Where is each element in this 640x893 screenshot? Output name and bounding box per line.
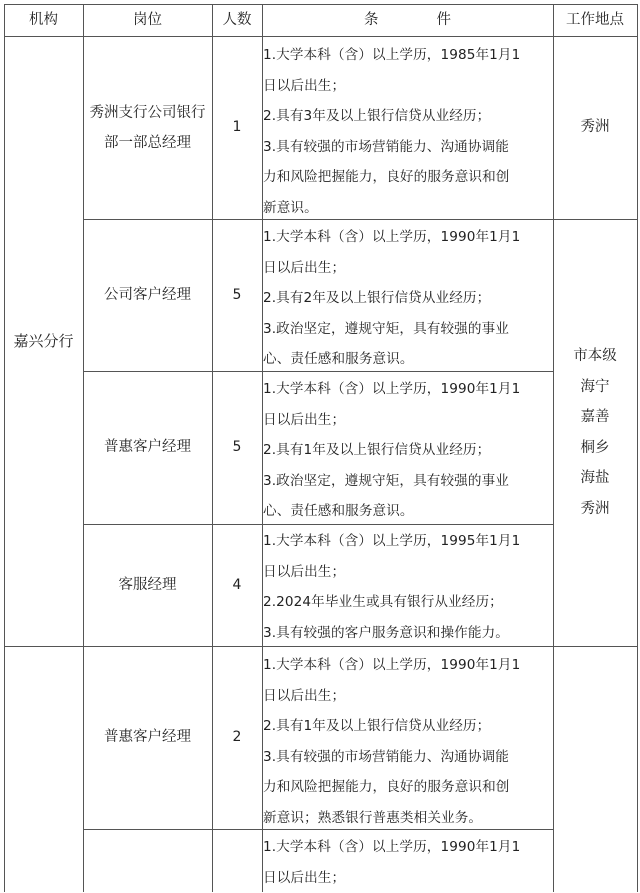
condition-line: 日以后出生； <box>263 863 553 893</box>
location-item: 嘉善 <box>581 402 610 433</box>
condition-line: 新意识。 <box>263 193 553 224</box>
condition-line: 日以后出生； <box>263 253 553 284</box>
location-item: 市本级 <box>573 341 617 372</box>
condition-line: 日以后出生； <box>263 71 553 102</box>
condition-line: 日以后出生； <box>263 557 553 588</box>
condition-line: 1.大学本科（含）以上学历，1985年1月1 <box>263 40 553 71</box>
count-cell: 5 <box>212 219 262 371</box>
position-cell: 普惠客户经理 <box>83 371 212 524</box>
count-cell <box>212 829 262 892</box>
condition-line: 3.政治坚定，遵规守矩，具有较强的事业 <box>263 466 553 497</box>
condition-line: 1.大学本科（含）以上学历，1990年1月1 <box>263 222 553 253</box>
position-cell: 公司客户经理 <box>83 219 212 371</box>
position-cell <box>83 829 212 892</box>
location-item: 桐乡 <box>581 433 610 464</box>
condition-line: 2.具有1年及以上银行信贷从业经历； <box>263 435 553 466</box>
header-location: 工作地点 <box>553 4 637 36</box>
position-cell: 普惠客户经理 <box>83 646 212 829</box>
position-cell: 客服经理 <box>83 524 212 646</box>
condition-line: 2.2024年毕业生或具有银行从业经历； <box>263 587 553 618</box>
condition-line: 1.大学本科（含）以上学历，1995年1月1 <box>263 526 553 557</box>
location-item: 海宁 <box>581 372 610 403</box>
condition-line: 日以后出生； <box>263 405 553 436</box>
condition-line: 3.具有较强的市场营销能力、沟通协调能 <box>263 742 553 773</box>
condition-line: 力和风险把握能力，良好的服务意识和创 <box>263 772 553 803</box>
location-group-cell <box>553 219 637 646</box>
condition-line: 心、责任感和服务意识。 <box>263 496 553 527</box>
location-cell: 秀洲 <box>553 36 637 219</box>
header-count: 人数 <box>212 4 262 36</box>
rule <box>637 4 638 892</box>
position-cell <box>83 36 212 219</box>
conditions-cell <box>263 526 553 648</box>
condition-line: 3.具有较强的市场营销能力、沟通协调能 <box>263 132 553 163</box>
condition-line: 日以后出生； <box>263 681 553 712</box>
condition-line: 1.大学本科（含）以上学历，1990年1月1 <box>263 374 553 405</box>
condition-line: 1.大学本科（含）以上学历，1990年1月1 <box>263 650 553 681</box>
position-line: 部一部总经理 <box>104 128 191 158</box>
conditions-cell <box>263 832 553 893</box>
location-item: 海盐 <box>581 463 610 494</box>
location-item: 秀洲 <box>581 494 610 525</box>
count-cell: 1 <box>212 36 262 219</box>
condition-line: 2.具有2年及以上银行信贷从业经历； <box>263 283 553 314</box>
org-cell: 嘉兴分行 <box>4 36 83 646</box>
condition-line: 3.政治坚定，遵规守矩，具有较强的事业 <box>263 314 553 345</box>
header-position: 岗位 <box>83 4 212 36</box>
conditions-cell <box>263 40 553 223</box>
condition-line: 新意识；熟悉银行普惠类相关业务。 <box>263 803 553 834</box>
condition-line: 1.大学本科（含）以上学历，1990年1月1 <box>263 832 553 863</box>
conditions-cell <box>263 374 553 527</box>
count-cell: 2 <box>212 646 262 829</box>
header-conditions: 条 件 <box>262 4 553 36</box>
condition-line: 3.具有较强的客户服务意识和操作能力。 <box>263 618 553 649</box>
conditions-cell <box>263 222 553 375</box>
condition-line: 力和风险把握能力，良好的服务意识和创 <box>263 162 553 193</box>
count-cell: 4 <box>212 524 262 646</box>
condition-line: 心、责任感和服务意识。 <box>263 344 553 375</box>
header-org: 机构 <box>4 4 83 36</box>
condition-line: 2.具有3年及以上银行信贷从业经历； <box>263 101 553 132</box>
position-line: 秀洲支行公司银行 <box>90 98 206 128</box>
count-cell: 5 <box>212 371 262 524</box>
conditions-cell <box>263 650 553 833</box>
condition-line: 2.具有1年及以上银行信贷从业经历； <box>263 711 553 742</box>
